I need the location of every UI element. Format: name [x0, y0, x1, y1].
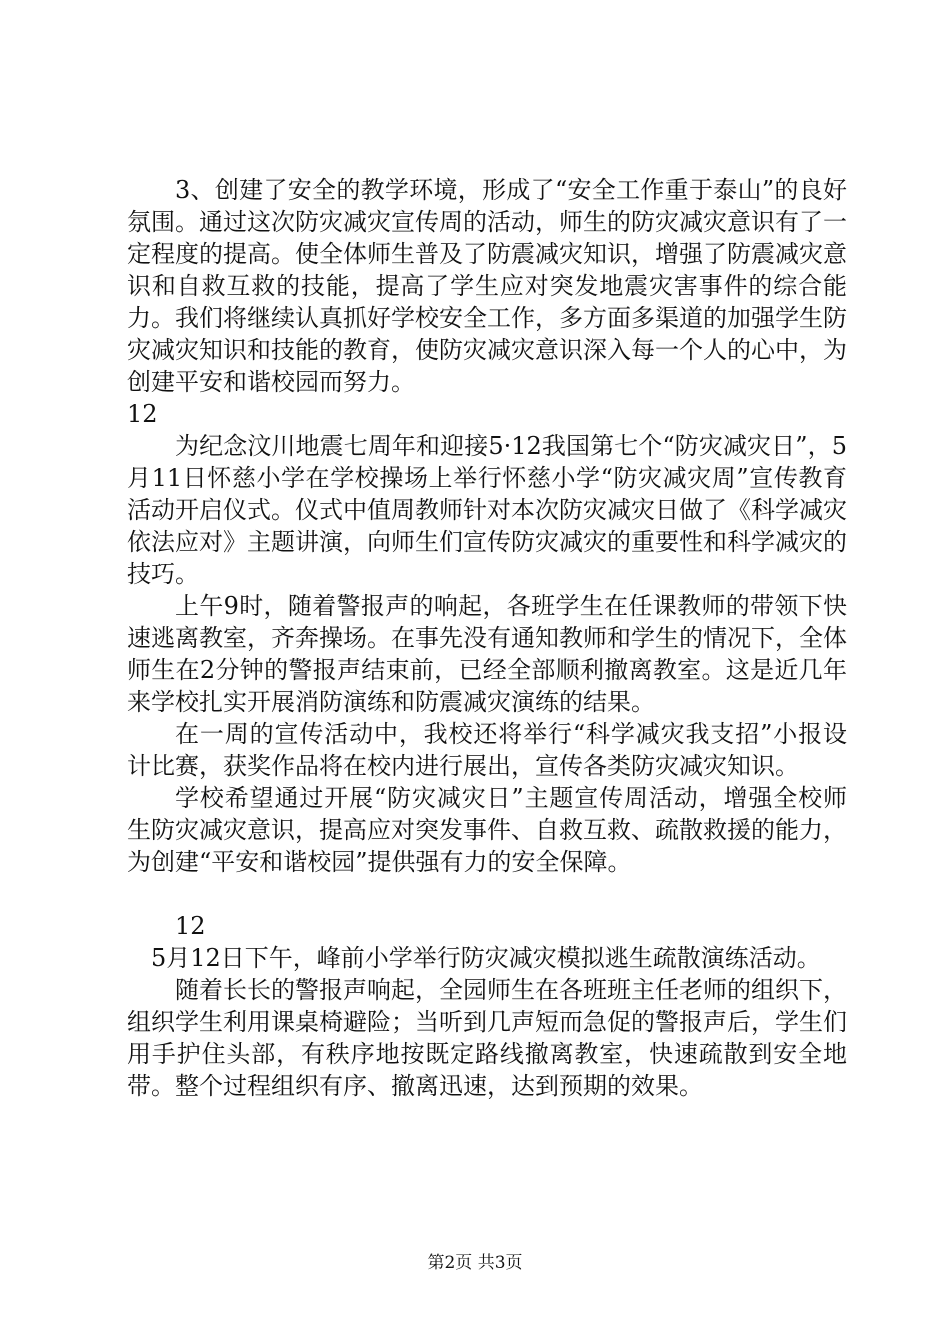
paragraph-gap — [127, 878, 847, 910]
paragraph-safety-environment: 3、创建了安全的教学环境，形成了“安全工作重于泰山”的良好氛围。通过这次防灾减灾宣传周的活动，师生的防灾减灾意识有了一定程度的提高。使全体师生普及了防震减灾知识，增强了防震减灾意识和自救互救的技能，提高了学生应对突发地震灾害事件的综合能力。我们将继续认真抓好学校安全工作，多方面多渠道的加强学生防灾减灾知识和技能的教育，使防灾减灾意识深入每一个人的心中，为创建平安和谐校园而努力。 — [127, 176, 847, 396]
document-body — [127, 174, 847, 1102]
section-number: 12 — [175, 912, 206, 940]
paragraph-huaici-ceremony: 为纪念汶川地震七周年和迎接5·12我国第七个“防灾减灾日”，5月11日怀慈小学在学校操场上举行怀慈小学“防灾减灾周”宣传教育活动开启仪式。仪式中值周教师针对本次防灾减灾日做了《科学减灾依法应对》主题讲演，向师生们宣传防灾减灾的重要性和科学减灾的技巧。 — [127, 432, 847, 588]
paragraph-poster-contest: 在一周的宣传活动中，我校还将举行“科学减灾我支招”小报设计比赛，获奖作品将在校内进行展出，宣传各类防灾减灾知识。 — [127, 720, 847, 780]
page-footer: 第2页 共3页 — [427, 1253, 523, 1273]
section-number: 12 — [127, 400, 158, 428]
paragraph-fengqian-drill: 5月12日下午，峰前小学举行防灾减灾模拟逃生疏散演练活动。 — [151, 944, 821, 972]
paragraph-school-hope: 学校希望通过开展“防灾减灾日”主题宣传周活动，增强全校师生防灾减灾意识，提高应对突发事件、自救互救、疏散救援的能力，为创建“平安和谐校园”提供强有力的安全保障。 — [127, 784, 847, 876]
paragraph-alarm-evacuation: 随着长长的警报声响起，全园师生在各班班主任老师的组织下，组织学生利用课桌椅避险；当听到几声短而急促的警报声后，学生们用手护住头部，有秩序地按既定路线撤离教室，快速疏散到安全地带。整个过程组织有序、撤离迅速，达到预期的效果。 — [127, 976, 847, 1100]
paragraph-evacuation-drill: 上午9时，随着警报声的响起，各班学生在任课教师的带领下快速逃离教室，齐奔操场。在事先没有通知教师和学生的情况下，全体师生在2分钟的警报声结束前，已经全部顺利撤离教室。这是近几年来学校扎实开展消防演练和防震减灾演练的结果。 — [127, 592, 847, 716]
